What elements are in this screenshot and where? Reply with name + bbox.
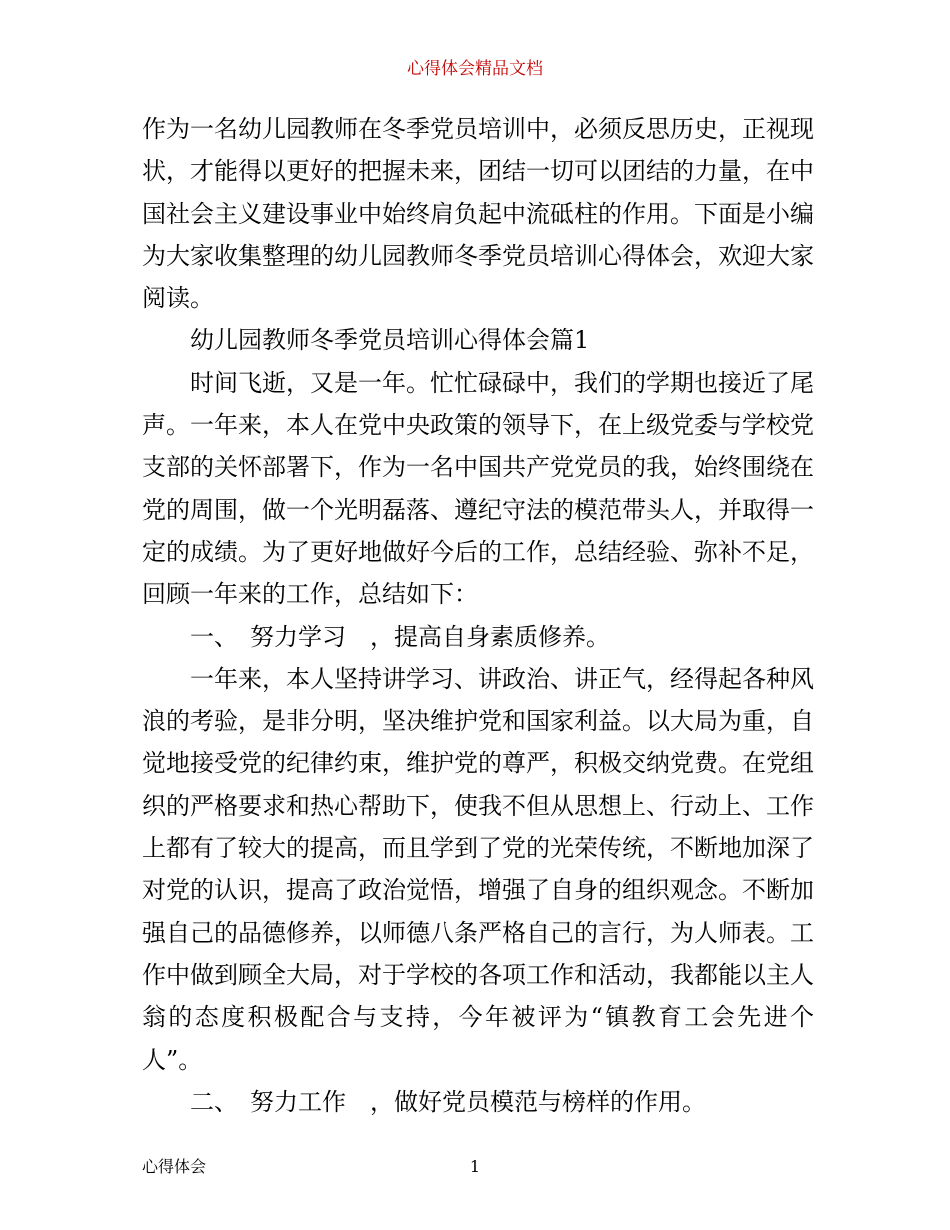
document-body [142,108,814,1123]
footer-label: 心得体会 [142,1157,207,1176]
subheading-one: 一、 努力学习 ，提高自身素质修养。 [190,622,610,651]
intro-paragraph: 作为一名幼儿园教师在冬季党员培训中，必须反思历史，正视现状，才能得以更好的把握未来，团结一切可以团结的力量，在中国社会主义建设事业中始终肩负起中流砥柱的作用。下面是小编为大家收集整理的幼儿园教师冬季党员培训心得体会，欢迎大家阅读。 [142,115,814,313]
body-paragraph: 时间飞逝，又是一年。忙忙碌碌中，我们的学期也接近了尾声。一年来，本人在党中央政策的领导下，在上级党委与学校党支部的关怀部署下，作为一名中国共产党党员的我，始终围绕在党的周围，做一个光明磊落、遵纪守法的模范带头人，并取得一定的成绩。为了更好地做好今后的工作，总结经验、弥补不足，回顾一年来的工作，总结如下： [142,368,814,609]
section-heading: 幼儿园教师冬季党员培训心得体会篇1 [190,326,590,355]
page-number: 1 [469,1157,481,1176]
header-title: 心得体会精品文档 [407,59,543,79]
subheading-two: 二、 努力工作 ，做好党员模范与榜样的作用。 [190,1087,706,1116]
body-paragraph: 一年来，本人坚持讲学习、讲政治、讲正气，经得起各种风浪的考验，是非分明，坚决维护党和国家利益。以大局为重，自觉地接受党的纪律约束，维护党的尊严，积极交纳党费。在党组织的严格要求和热心帮助下，使我不但从思想上、行动上、工作上都有了较大的提高，而且学到了党的光荣传统，不断地加深了对党的认识，提高了政治觉悟，增强了自身的组织观念。不断加强自己的品德修养，以师德八条严格自己的言行，为人师表。工作中做到顾全大局，对于学校的各项工作和活动，我都能以主人翁的态度积极配合与支持，今年被评为“镇教育工会先进个人”。 [142,664,814,1074]
